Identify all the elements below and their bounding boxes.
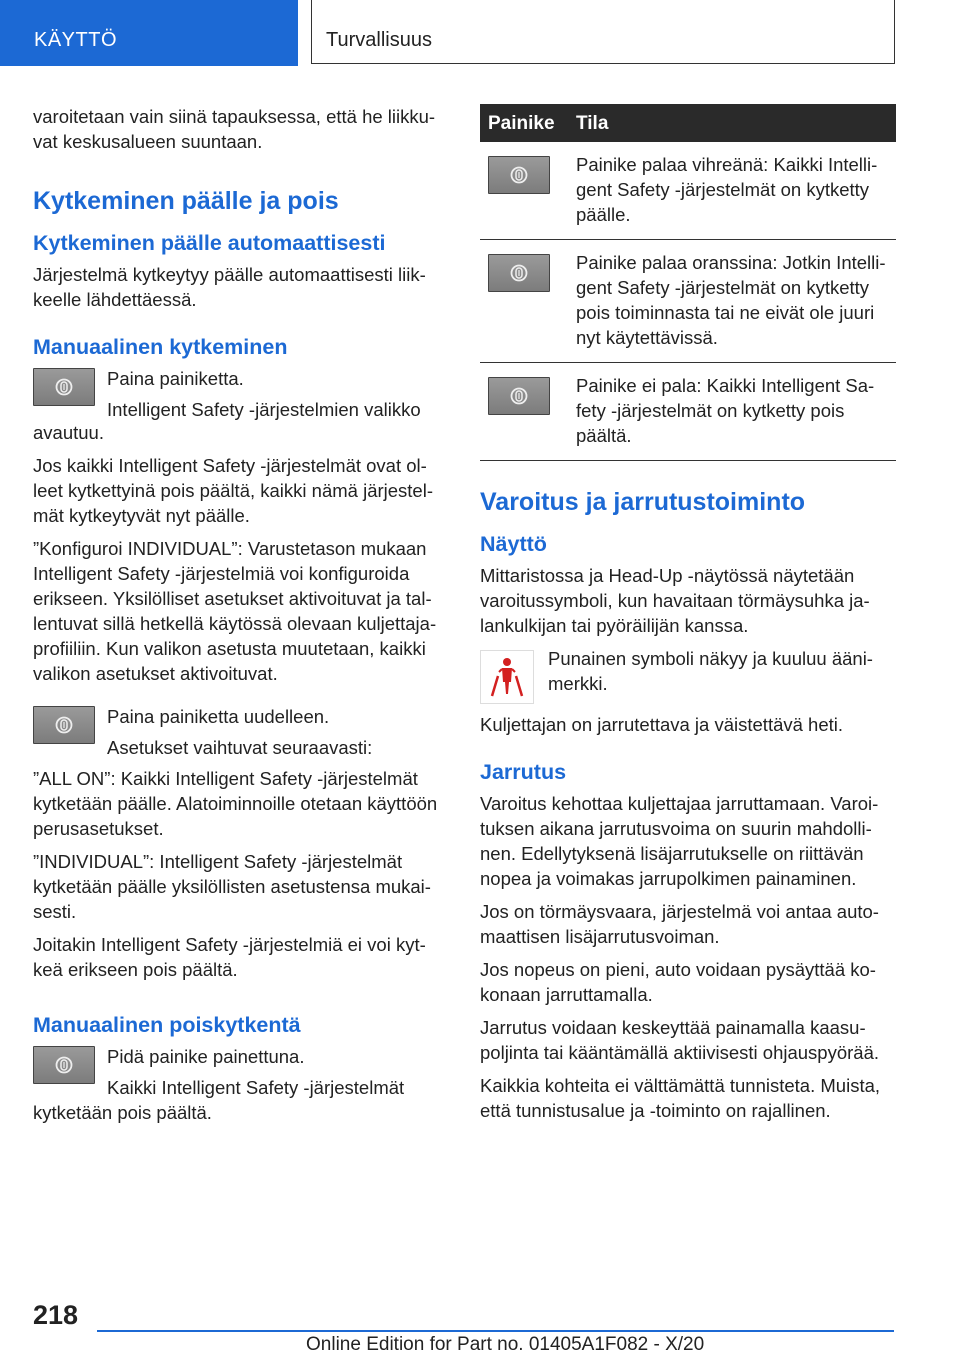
heading-display: Näyttö	[480, 532, 547, 556]
individual-text: ”INDIVIDUAL”: Intelligent Safety -järjestelmät kytketään päälle yksilöllisten asetustensa mukai-sesti.	[33, 851, 431, 922]
safety-button-icon	[33, 368, 95, 406]
safety-button-icon	[488, 377, 550, 415]
step1-result: avautuu.	[33, 422, 104, 443]
symbol-text: Punainen symboli näkyy ja kuuluu ääni-merkki.	[548, 648, 873, 694]
table-cell-state: Painike palaa vihreänä: Kaikki Intelli-gent Safety -järjestelmät on kytketty päälle.	[568, 142, 896, 240]
brake-now-text: Kuljettajan on jarrutettava ja väistettävä heti.	[480, 714, 844, 735]
step3-result-first: Kaikki Intelligent Safety -järjestelmät	[107, 1077, 405, 1098]
braking-text-4: Jarrutus voidaan keskeyttää painamalla kaasu-poljinta tai kääntämällä aktiivisesti ohjauspyörää.	[480, 1017, 879, 1063]
step1-action: Paina painiketta.	[107, 368, 244, 389]
safety-button-icon	[488, 156, 550, 194]
all-off-text: Jos kaikki Intelligent Safety -järjestelmät ovat ol-leet kytkettyinä pois päältä, kaikki nämä järjestel-mät kytkeytyvät nyt päälle.	[33, 455, 433, 526]
page-number: 218	[33, 1300, 79, 1330]
table-row	[480, 142, 896, 240]
config-text: ”Konfiguroi INDIVIDUAL”: Varustetason mukaan Intelligent Safety -järjestelmiä voi konfiguroida erikseen. Yksilölliset asetukset aktivoituvat ja tal-lentuvat sillä hetkellä käytössä olevaan kuljettaja-profiiliin. Kun valikon asetusta muutetaan, kaikki valikon asetukset aktivoituvat.	[33, 538, 437, 684]
braking-text-1: Varoitus kehottaa kuljettajaa jarruttamaan. Varoi-tuksen aikana jarrutusvoima on suurin mahdolli-nen. Edellytyksenä lisäjarrutukselle on riittävän nopea ja voimakas jarrupolkimen painaminen.	[480, 793, 879, 889]
warning-symbol-para	[480, 646, 896, 704]
auto-text: Järjestelmä kytkeytyy päälle automaattisesti liik-keelle lähdettäessä.	[33, 264, 426, 310]
step-press-again	[33, 704, 448, 760]
table-header-row	[480, 104, 896, 142]
heading-warning: Varoitus ja jarrutustoiminto	[480, 488, 806, 516]
section-label: KÄYTTÖ	[34, 29, 118, 51]
table-row	[480, 363, 896, 461]
left-column	[33, 104, 448, 1133]
step2-result: Asetukset vaihtuvat seuraavasti:	[107, 737, 373, 758]
table-row	[480, 240, 896, 363]
braking-text-2: Jos on törmäysvaara, järjestelmä voi antaa auto-maattisen lisäjarrutusvoiman.	[480, 901, 879, 947]
footer-divider	[97, 1330, 894, 1332]
step3-result: kytketään pois päältä.	[33, 1102, 212, 1123]
display-text: Mittaristossa ja Head-Up -näytössä näytetään varoitussymboli, kun havaitaan törmäysuhka ja-lankulkijan tai pyöräilijän kanssa.	[480, 565, 870, 636]
heading-manual: Manuaalinen kytkeminen	[33, 335, 288, 359]
section-tab	[0, 0, 298, 66]
step1-result-first: Intelligent Safety -järjestelmien valikko	[107, 399, 421, 420]
braking-text-3: Jos nopeus on pieni, auto voidaan pysäyttää ko-konaan jarruttamalla.	[480, 959, 876, 1005]
some-text: Joitakin Intelligent Safety -järjestelmiä ei voi kyt-keä erikseen pois päältä.	[33, 934, 426, 980]
heading-off: Manuaalinen poiskytkentä	[33, 1013, 301, 1037]
heading-auto: Kytkeminen päälle automaattisesti	[33, 231, 386, 255]
table-cell-state: Painike ei pala: Kaikki Intelligent Sa-fety -järjestelmät on kytketty pois päältä.	[568, 363, 896, 461]
heading-switch: Kytkeminen päälle ja pois	[33, 187, 339, 215]
heading-braking: Jarrutus	[480, 760, 567, 784]
table-header-button: Painike	[480, 104, 568, 142]
all-on-text: ”ALL ON”: Kaikki Intelligent Safety -järjestelmät kytketään päälle. Alatoiminnoille otetaan käyttöön perusasetukset.	[33, 768, 438, 839]
step-press-button	[33, 366, 448, 422]
safety-button-icon	[33, 1046, 95, 1084]
safety-button-icon	[33, 706, 95, 744]
intro-text: varoitetaan vain siinä tapauksessa, että he liikku-vat keskusalueen suuntaan.	[33, 106, 436, 152]
right-column	[480, 104, 896, 1131]
chapter-label: Turvallisuus	[326, 29, 432, 51]
braking-text-5: Kaikkia kohteita ei välttämättä tunnisteta. Muista, että tunnistusalue ja -toiminto on rajallinen.	[480, 1075, 881, 1121]
edition-text: Online Edition for Part no. 01405A1F082 - X/20	[306, 1334, 705, 1355]
table-cell-state: Painike palaa oranssina: Jotkin Intelli-gent Safety -järjestelmät on kytketty pois toiminnasta tai ne eivät ole juuri nyt käytettävissä.	[568, 240, 896, 363]
step-hold-button	[33, 1044, 448, 1100]
chapter-tab	[311, 0, 895, 64]
table-header-state: Tila	[568, 104, 896, 142]
step3-action: Pidä painike painettuna.	[107, 1046, 305, 1067]
button-state-table	[480, 104, 896, 461]
page-header	[0, 0, 960, 66]
pedestrian-warning-icon	[480, 650, 534, 704]
safety-button-icon	[488, 254, 550, 292]
step2-action: Paina painiketta uudelleen.	[107, 706, 330, 727]
